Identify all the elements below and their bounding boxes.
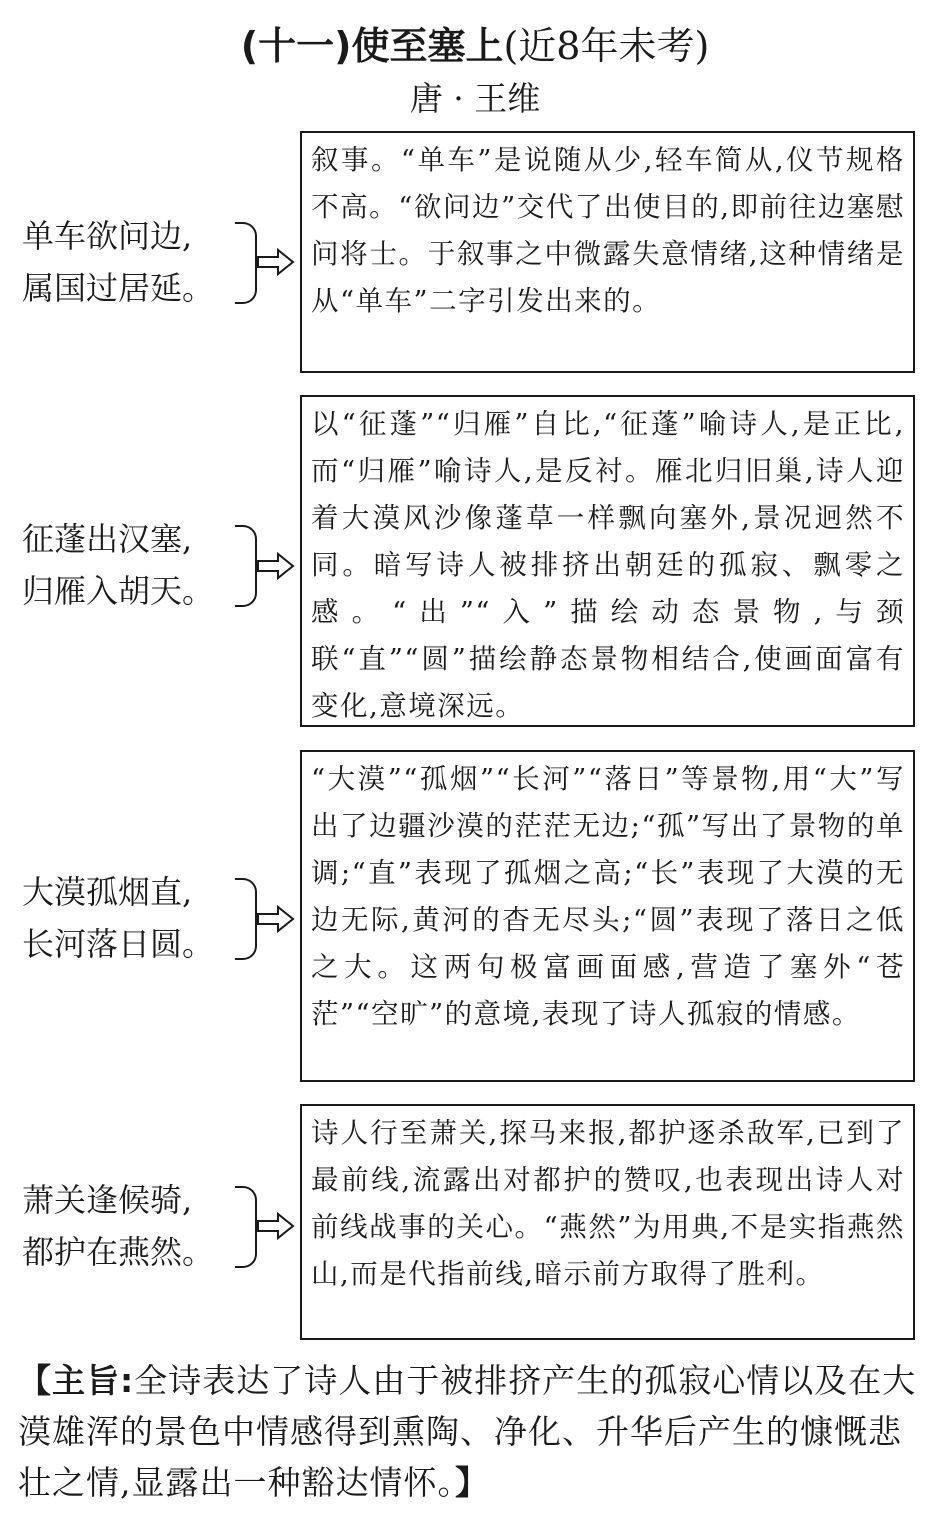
verse-line: 征蓬出汉塞, [22, 520, 193, 558]
annotation-box-1: 叙事。“单车”是说随从少,轻车简从,仪节规格不高。“欲问边”交代了出使目的,即前往边塞慰问将士。于叙事之中微露失意情绪,这种情绪是从“单车”二字引发出来的。 [300, 131, 915, 373]
verse-couplet-4 [22, 1174, 262, 1278]
verse-line: 长河落日圆。 [22, 925, 215, 963]
page-title [0, 20, 950, 72]
poem-title: (十一)使至塞上 [240, 24, 504, 68]
summary-label: 主旨: [52, 1361, 135, 1400]
verse-line: 属国过居延。 [22, 269, 215, 307]
verse-line: 萧关逢候骑, [22, 1181, 193, 1219]
summary-open-bracket: 【 [18, 1361, 52, 1400]
hollow-right-arrow-icon [256, 1211, 296, 1241]
exam-note: (近8年未考) [503, 24, 710, 68]
hollow-right-arrow-icon [256, 904, 296, 934]
hollow-right-arrow-icon [256, 247, 296, 277]
right-brace [235, 1186, 257, 1268]
verse-couplet-1 [22, 210, 262, 314]
verse-couplet-3 [22, 866, 262, 970]
right-brace [235, 878, 257, 960]
right-brace [235, 525, 257, 607]
verse-line: 归雁入胡天。 [22, 572, 215, 610]
summary-close-bracket: 】 [455, 1463, 489, 1502]
verse-line: 大漠孤烟直, [22, 873, 193, 911]
verse-couplet-2 [22, 513, 262, 617]
poem-author: 唐 · 王维 [409, 79, 541, 118]
annotation-box-4: 诗人行至萧关,探马来报,都护逐杀敌军,已到了最前线,流露出对都护的赞叹,也表现出诗人对前线战事的关心。“燕然”为用典,不是实指燕然山,而是代指前线,暗示前方取得了胜利。 [300, 1104, 915, 1340]
hollow-right-arrow-icon [256, 551, 296, 581]
theme-summary [18, 1355, 933, 1508]
annotation-box-3: “大漠”“孤烟”“长河”“落日”等景物,用“大”写出了边疆沙漠的茫茫无边;“孤”写出了景物的单调;“直”表现了孤烟之高;“长”表现了大漠的无边无际,黄河的杳无尽头;“圆”表现了落日之低之大。这两句极富画面感,营造了塞外“苍茫”“空旷”的意境,表现了诗人孤寂的情感。 [300, 750, 915, 1082]
verse-line: 单车欲问边, [22, 217, 193, 255]
summary-text: 全诗表达了诗人由于被排挤产生的孤寂心情以及在大漠雄浑的景色中情感得到熏陶、净化、升华后产生的慷慨悲壮之情,显露出一种豁达情怀。 [18, 1361, 917, 1502]
right-brace [235, 222, 257, 304]
verse-line: 都护在燕然。 [22, 1233, 215, 1271]
annotation-box-2: 以“征蓬”“归雁”自比,“征蓬”喻诗人,是正比,而“归雁”喻诗人,是反衬。雁北归旧巢,诗人迎着大漠风沙像蓬草一样飘向塞外,景况迥然不同。暗写诗人被排挤出朝廷的孤寂、飘零之感。“出”“入”描绘动态景物,与颈联“直”“圆”描绘静态景物相结合,使画面富有变化,意境深远。 [300, 395, 915, 727]
